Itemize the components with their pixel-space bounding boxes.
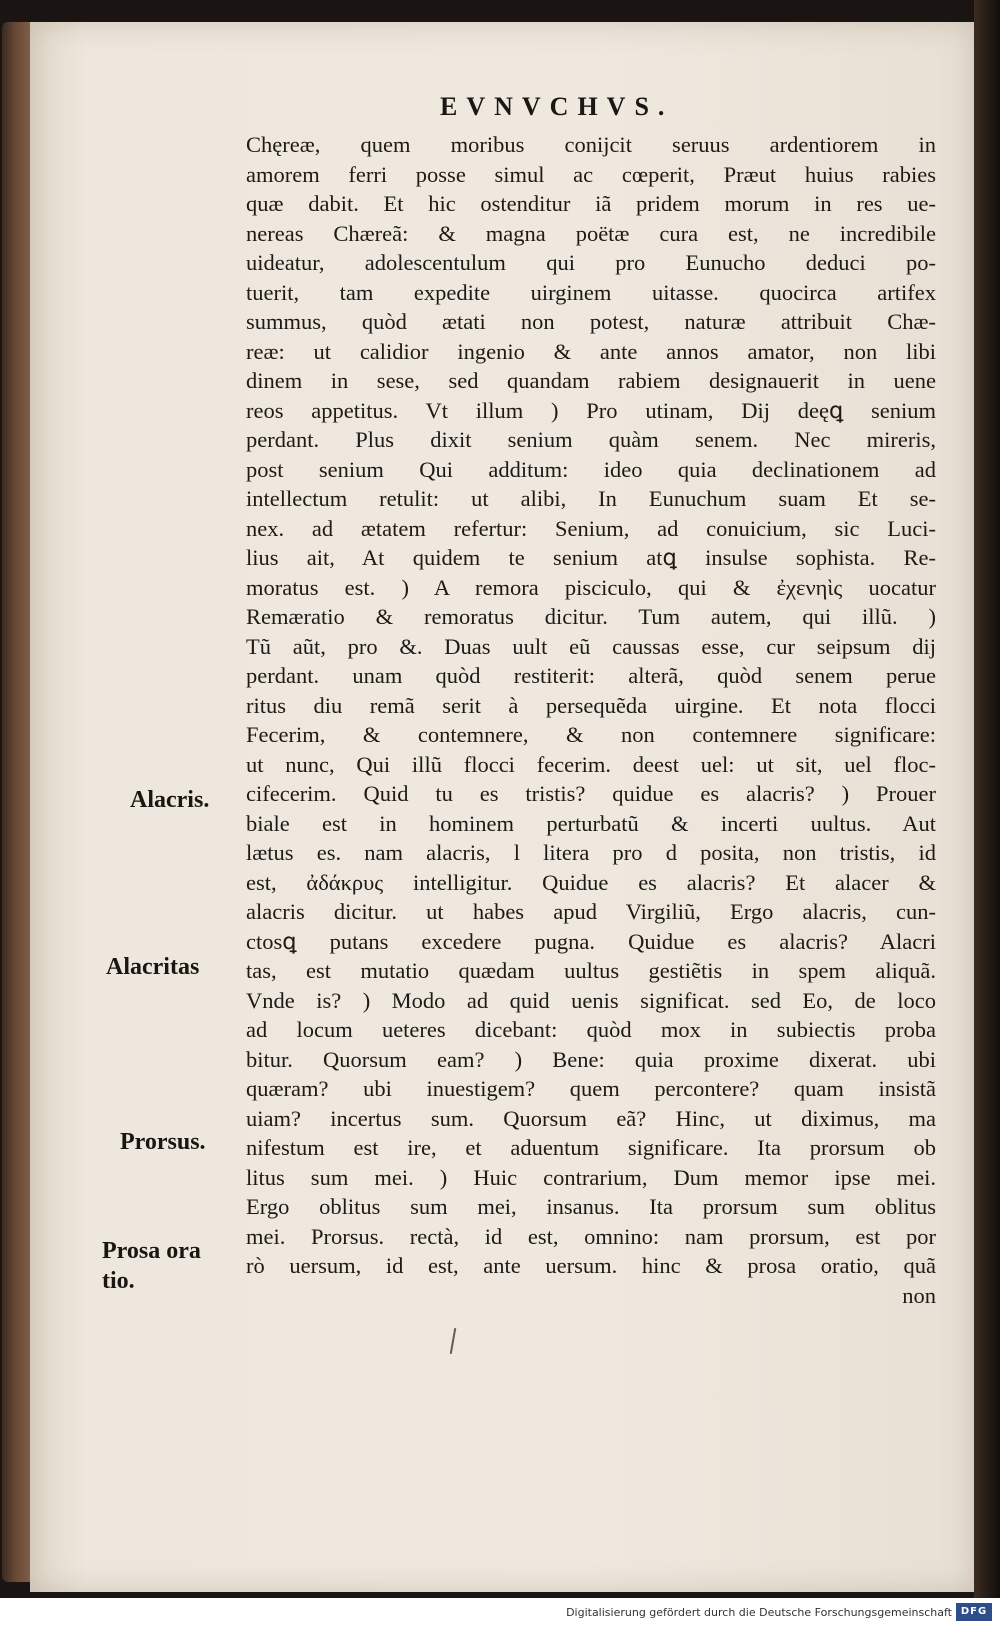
text-line: Fecerim, & contemnere, & non contemnere significare:	[246, 722, 936, 747]
text-line: uiam? incertus sum. Quorsum eã? Hinc, ut diximus, ma	[246, 1105, 936, 1131]
text-line: est, ἀδάκρυς intelligitur. Quidue es alacris? Et alacer &	[246, 869, 936, 895]
text-line: quæram? ubi inuestigem? quem percontere? quam insistã	[246, 1076, 936, 1101]
text-line: perdant. unam quòd restiterit: alterã, quòd senem perue	[246, 663, 936, 688]
text-line: nifestum est ire, et aduentum significare. Ita prorsum ob	[246, 1135, 936, 1160]
text-line: Chęreæ, quem moribus conijcit seruus ardentiorem in	[246, 132, 936, 157]
text-line: reæ: ut calidior ingenio & ante annos amator, non libi	[246, 338, 936, 364]
text-line: lius ait, At quidem te senium atꝗ insulse sophista. Re-	[246, 545, 936, 570]
text-line: biale est in hominem perturbatũ & incerti uultus. Aut	[246, 810, 936, 836]
margin-note-prosa-line-1: Prosa ora	[102, 1238, 201, 1264]
text-line: non	[902, 1282, 936, 1308]
footer-bar	[0, 1598, 1000, 1631]
text-line: Vnde is? ) Modo ad quid uenis significat. sed Eo, de loco	[246, 987, 936, 1013]
dfg-logo: DFG	[956, 1603, 992, 1621]
text-line: rò uersum, id est, ante uersum. hinc & prosa oratio, quã	[246, 1253, 936, 1278]
text-line: ritus diu remã serit à persequẽda uirgine. Et nota flocci	[246, 692, 936, 718]
text-line: ad locum ueteres dicebant: quòd mox in subiectis proba	[246, 1017, 936, 1042]
text-line: nereas Chæreã: & magna poëtæ cura est, ne incredibile	[246, 220, 936, 246]
body-text	[246, 130, 936, 1310]
text-line: litus sum mei. ) Huic contrarium, Dum memor ipse mei.	[246, 1164, 936, 1190]
text-line: Ergo oblitus sum mei, insanus. Ita prorsum sum oblitus	[246, 1194, 936, 1219]
text-line: reos appetitus. Vt illum ) Pro utinam, Dij deęꝗ senium	[246, 397, 936, 423]
running-head: EVNVCHVS.	[440, 92, 674, 121]
text-line: mei. Prorsus. rectà, id est, omnino: nam prorsum, est por	[246, 1223, 936, 1249]
text-line: uideatur, adolescentulum qui pro Eunucho deduci po-	[246, 250, 936, 275]
text-line: lætus es. nam alacris, l litera pro d posita, non tristis, id	[246, 840, 936, 865]
book-right-edge	[974, 0, 1000, 1600]
text-line: perdant. Plus dixit senium quàm senem. Nec mireris,	[246, 427, 936, 452]
margin-note-alacris: Alacris.	[130, 787, 210, 813]
text-line: dinem in sese, sed quandam rabiem designauerit in uene	[246, 368, 936, 393]
text-line: bitur. Quorsum eam? ) Bene: quia proxime dixerat. ubi	[246, 1046, 936, 1072]
text-line: moratus est. ) A remora pisciculo, qui & ἐχενηὶς uocatur	[246, 574, 936, 600]
text-line: cifecerim. Quid tu es tristis? quidue es alacris? ) Prouer	[246, 781, 936, 806]
text-line: ctosꝗ putans excedere pugna. Quidue es alacris? Alacri	[246, 928, 936, 954]
text-line: alacris dicitur. ut habes apud Virgiliũ, Ergo alacris, cun-	[246, 899, 936, 924]
footer-credit: Digitalisierung gefördert durch die Deutsche Forschungsgemeinschaft	[566, 1606, 952, 1619]
margin-note-prorsus: Prorsus.	[120, 1129, 206, 1155]
text-line: post senium Qui additum: ideo quia declinationem ad	[246, 456, 936, 482]
text-line: amorem ferri posse simul ac cœperit, Præut huius rabies	[246, 161, 936, 187]
margin-note-prosa-line-2: tio.	[102, 1268, 135, 1294]
text-line: ut nunc, Qui illũ flocci fecerim. deest uel: ut sit, uel floc-	[246, 751, 936, 777]
text-line: intellectum retulit: ut alibi, In Eunuchum suam Et se-	[246, 486, 936, 511]
text-line: Remæratio & remoratus dicitur. Tum autem, qui illũ. )	[246, 604, 936, 629]
text-line: tuerit, tam expedite uirginem uitasse. quocirca artifex	[246, 279, 936, 305]
text-line: nex. ad ætatem refertur: Senium, ad conuicium, sic Luci-	[246, 515, 936, 541]
text-line: summus, quòd ætati non potest, naturæ attribuit Chæ-	[246, 309, 936, 334]
margin-note-alacritas: Alacritas	[106, 954, 200, 980]
text-line: quæ dabit. Et hic ostenditur iã pridem morum in res ue-	[246, 191, 936, 216]
text-line: tas, est mutatio quædam uultus gestiẽtis in spem aliquã.	[246, 958, 936, 983]
text-line: Tũ aũt, pro &. Duas uult eũ caussas esse, cur seipsum dij	[246, 633, 936, 659]
